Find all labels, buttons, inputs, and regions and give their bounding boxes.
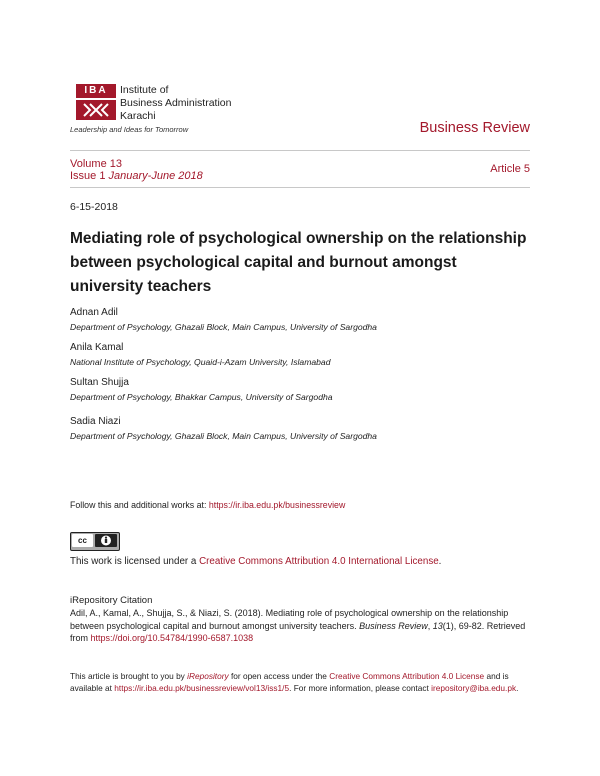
volume-link[interactable]: Volume 13	[70, 158, 122, 170]
author-name: Sadia Niazi	[70, 416, 121, 427]
creative-commons-badge[interactable]	[70, 532, 120, 551]
article-title: Mediating role of psychological ownership on the relationship between psychological capital and burnout amongst university teachers	[70, 230, 527, 295]
attribution-icon	[95, 534, 117, 547]
iba-logo-text	[120, 84, 231, 123]
license-suffix: .	[438, 556, 442, 567]
contact-email-link[interactable]: irepository@iba.edu.pk	[431, 683, 517, 693]
volume-issue	[70, 158, 203, 182]
author-block	[70, 307, 377, 333]
cc-license-link[interactable]: Creative Commons Attribution 4.0 License	[329, 671, 485, 681]
follow-text: Follow this and additional works at:	[70, 500, 209, 510]
article-number[interactable]: Article 5	[490, 163, 530, 175]
article-url-link[interactable]: https://ir.iba.edu.pk/businessreview/vol13/iss1/5	[114, 683, 290, 693]
author-block	[70, 342, 330, 368]
cc-icon: cc	[72, 534, 93, 547]
footer-notice: This article is brought to you by iRepository for open access under the Creative Commons Attribution 4.0 License and is available at https://ir.iba.edu.pk/businessreview/vol13/iss1/5. For more information, please contact irepository@iba.edu.pk.	[70, 671, 519, 693]
issue-link[interactable]: Issue 1 January-June 2018	[70, 170, 203, 182]
author-affiliation: Department of Psychology, Bhakkar Campus, University of Sargodha	[70, 392, 333, 402]
iba-logo	[70, 84, 260, 136]
license-line	[70, 556, 441, 567]
logo-line-3: Karachi	[120, 110, 156, 122]
author-name: Adnan Adil	[70, 307, 118, 318]
follow-line	[70, 500, 345, 510]
business-review-link[interactable]: https://ir.iba.edu.pk/businessreview	[208, 500, 346, 510]
publication-date: 6-15-2018	[70, 201, 118, 213]
citation-heading: iRepository Citation	[70, 595, 153, 606]
doi-link[interactable]: https://doi.org/10.54784/1990-6587.1038	[90, 633, 254, 643]
logo-line-1: Institute of	[120, 84, 169, 96]
author-name: Anila Kamal	[70, 342, 124, 353]
author-block	[70, 416, 377, 442]
author-block	[70, 377, 333, 403]
header-divider	[70, 150, 530, 151]
author-affiliation: National Institute of Psychology, Quaid-i-Azam University, Islamabad	[70, 357, 331, 367]
logo-line-2: Business Administration	[120, 97, 232, 109]
author-name: Sultan Shujja	[70, 377, 129, 388]
citation-text: Adil, A., Kamal, A., Shujja, S., & Niazi, S. (2018). Mediating role of psychological ownership on the relationship between psychological capital and burnout amongst university teachers. Business Review, 13(1), 69-82. Retrieved from https://doi.org/10.54784/1990-6587.1038	[70, 608, 526, 643]
issue-divider	[70, 187, 530, 188]
license-link[interactable]: Creative Commons Attribution 4.0 International License	[199, 556, 439, 567]
license-prefix: This work is licensed under a	[70, 556, 200, 567]
journal-name[interactable]: Business Review	[419, 120, 530, 136]
author-affiliation: Department of Psychology, Ghazali Block, Main Campus, University of Sargodha	[70, 431, 377, 441]
author-affiliation: Department of Psychology, Ghazali Block, Main Campus, University of Sargodha	[70, 322, 377, 332]
logo-tagline: Leadership and Ideas for Tomorrow	[70, 125, 189, 134]
iba-emblem-icon	[76, 100, 116, 120]
irepository-link[interactable]: iRepository	[187, 671, 229, 681]
iba-logo-box: IBA	[76, 84, 116, 98]
